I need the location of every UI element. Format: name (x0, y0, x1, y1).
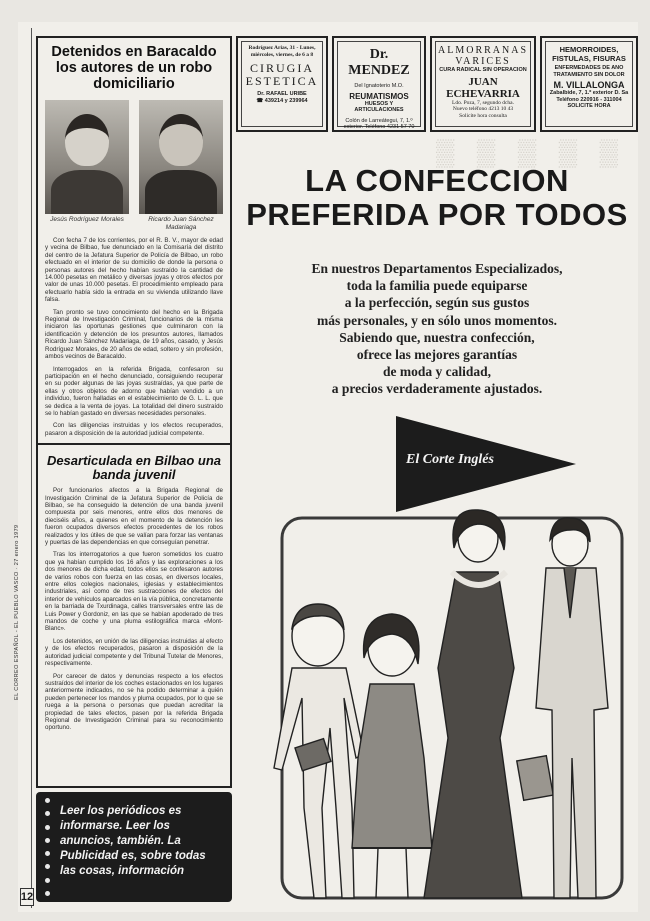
ad-phone: Teléfono 220916 - 311004 (556, 96, 622, 103)
illustration-man (536, 518, 608, 898)
ad-name: M. VILLALONGA (553, 80, 625, 90)
ad-address: Ldo. Poza, 7, segundo dcha. (451, 99, 514, 106)
ad-title: ESTETICA (245, 74, 319, 88)
photo-caption-2: Ricardo Juan Sánchez Madariaga (148, 216, 214, 231)
ad-heading: REUMATISMOS (349, 91, 409, 101)
ad-address: Zabalbide, 7, 1.º exterior D. Sa (549, 90, 629, 96)
pitch-line: En nuestros Departamentos Especializados, (311, 261, 563, 276)
news-paragraph: Por funcionarios afectos a la Brigada Regional de Investigación Criminal de la Jefatura Superior de Policía de Bilbao, se ha conseguido la detención de una banda juvenil compuesta por seis menores, entre ellos dos menores de dieciséis años, a quienes en el momento de la detención les fueron ocupados diversos efectos procedentes de los robos realizados y los útiles de que se valían para forzar las ventanas y puertas de las dependencias en que conseguían penetrar. (45, 487, 223, 546)
ad-title: HEMORROIDES, FISTULAS, FISURAS (552, 45, 626, 63)
illustration-girl (352, 614, 432, 898)
ad-title: VARICES (455, 56, 511, 67)
photo-suspect-1 (45, 100, 129, 214)
ad-cirugia-estetica (236, 36, 328, 132)
news-headline: Detenidos en Baracaldo los autores de un robo domiciliario (51, 44, 217, 92)
news-subhead: Desarticulada en Bilbao una banda juvenil (46, 453, 222, 483)
news-paragraph: Los detenidos, en unión de las diligencias instruidas al efecto y de los efectos recuperados, pasaron a disposición de la autoridad judicial competente y del Tribunal Tutelar de Menores, respectivamente. (45, 637, 223, 668)
page-number: 12 (20, 888, 34, 906)
promo-text: Leer los periódicos es informarse. Leer los anuncios, también. La Publicidad es, sobre todas las cosas, información (60, 805, 206, 877)
ad-specialty: Del Ignatoterio M.O. (354, 83, 404, 89)
family-fashion-illustration (252, 508, 642, 902)
ad-dr-mendez (332, 36, 426, 132)
ad-phone: ☎ 439214 y 239964 (256, 97, 308, 104)
margin-strip (20, 28, 32, 908)
ad-note: Solicite hora consulta (459, 112, 507, 119)
corte-ingles-advertisement (236, 136, 638, 902)
news-paragraph: Con las diligencias instruidas y los efectos recuperados, pasaron a disposición de la autoridad judicial competente. (45, 422, 223, 437)
ad-address: Colón de Larreátegui, 7, 1.º exterior. Teléfono 4231 57 70 (343, 117, 415, 130)
ad-name: JUAN ECHEVARRIA (446, 75, 520, 100)
news-paragraph: Con fecha 7 de los corrientes, por el R. B. V., mayor de edad y vecina de Bilbao, fue denunciado en la Comisaría del distrito del centro de la Jefatura Superior de Policía de Bilbao, un robo efectuado en el interior de su domicilio de donde la persona o personas autores del hecho habían sustraído la cantidad de 14.000 pesetas en metálico y diversas joyas y otros efectos por valor de unas 10.000 pesetas. El procedimiento empleado para efectuarlo había sido la entrada en su vivienda utilizando llave falsa. (45, 237, 223, 304)
ad-subheading: ENFERMEDADES DE ANO TRATAMIENTO SIN DOLOR (553, 65, 625, 78)
ad-title: CIRUGIA (250, 61, 314, 75)
news-column (36, 36, 232, 788)
ad-title: Dr. MENDEZ (348, 47, 410, 78)
ad-phone: Nuevo teléfono 4213 10 43 (452, 106, 514, 112)
mugshots (45, 100, 223, 232)
ad-doctor: Dr. RAFAEL URIBE (257, 91, 307, 97)
perforation-dots (43, 798, 51, 896)
pitch-line: Sabiendo que, nuestra confección, (339, 329, 535, 345)
news-paragraph: Por carecer de datos y denuncias respecto a los efectos sustraídos del interior de los coches estacionados en los lugares anteriormente indicados, no se ha podido determinar a quién pueden pertenecer los mandos y pluma ocupados, por lo que se ruega a la persona o personas que puedan acreditar la propiedad de tales efectos, pasen por la referida Brigada Regional de Investigación Criminal para su reconocimiento oportuno. (45, 672, 223, 732)
illustration-boy (274, 604, 364, 898)
news-paragraph: Tan pronto se tuvo conocimiento del hecho en la Brigada Regional de Investigación Criminal, funcionarios de la misma iniciaron las oportunas gestiones que culminaron con la identificación y detención de los presuntos autores, llamados Ricardo Juan Sánchez Madariaga, de 19 años, casado, y Jesús Rodríguez Morales, de 20 años de edad, soltero y sin profesión, ambos vecinos de Baracaldo. (45, 308, 223, 361)
ad-note: SOLICITE HORA (567, 103, 611, 109)
pitch-line: a la perfección, según sus gustos (344, 295, 530, 311)
news-paragraph: Interrogados en la referida Brigada, confesaron su participación en el hecho denunciado, consiguiendo recuperar en su poder algunas de las joyas sustraídas, ya que parte de ellas y otros objetos de adorno que habían vendido a un individuo, fueron halladas en el establecimiento de G. L. L. que se dedica a la venta de joyas. La totalidad del dinero sustraído se lo habían gastado en diversas necesidades personales. (45, 365, 223, 417)
ad-subheading: CURA RADICAL SIN OPERACION (439, 67, 527, 73)
photo-suspect-2 (139, 100, 223, 214)
mugshot-2 (139, 100, 223, 232)
bleed-through-texture: ▒ ▒ ▒ ▒ ▒ (436, 138, 627, 167)
photo-caption-1: Jesús Rodríguez Morales (50, 216, 124, 223)
pitch-line: toda la familia puede equiparse (346, 278, 528, 294)
ad-pitch (276, 260, 598, 398)
ad-address: Rodríguez Arias, 31 - Lunes, miércoles, viernes, de 6 a 8 (248, 45, 316, 58)
advertising-promo-box (36, 792, 232, 902)
section-divider (38, 443, 230, 445)
illustration-woman (424, 510, 553, 898)
pitch-line: más personales, y en sólo unos momentos. (316, 312, 557, 328)
ad-subheading: HUESOS Y ARTICULACIONES (354, 100, 404, 113)
ad-title: ALMORRANAS (438, 45, 529, 56)
brand-logo-text: El Corte Inglés (406, 452, 494, 467)
classified-ads (236, 36, 638, 132)
mugshot-1 (45, 100, 129, 232)
pitch-line: de moda y calidad, (382, 364, 491, 380)
ad-villalonga (540, 36, 638, 132)
ad-juan-echevarria (430, 36, 536, 132)
pitch-line: a precios verdaderamente ajustados. (331, 381, 543, 397)
pitch-line: ofrece las mejores garantías (356, 347, 518, 363)
news-paragraph: Tras los interrogatorios a que fueron sometidos los cuatro que ya habían cumplido los 16 años y las exploraciones a los dos menores de dicha edad, todos ellos se confesaron autores de varios robos con fuerza en las cosas, en diversos locales, entre ellos colegios nacionales, iglesias y establecimientos industriales, así como de tres sustracciones de efectos del interior de vehículos aparcados en la vía pública, concretamente en la barriada de Txurdinaga, calles transversales entre las de Luis Power y Gordoniz, en las que se habían apoderado de tres mandos de coche y una pluma estilográfica marca «Mont-Blanc». (45, 551, 223, 633)
ad-headline: LA CONFECCION PREFERIDA POR TODOS (246, 163, 628, 232)
running-footer: EL CORREO ESPAÑOL - EL PUEBLO VASCO · 27 enero 1979 (14, 524, 20, 700)
